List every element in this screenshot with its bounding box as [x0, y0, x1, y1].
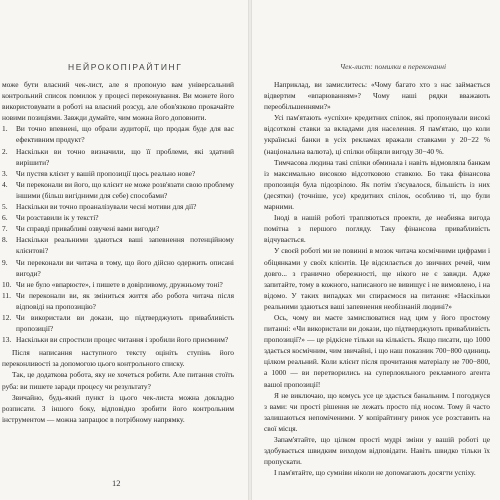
checklist-item-text: Чи переконали ви читача в тому, що його дійсно одержить описані вигоди? [16, 257, 234, 278]
checklist-item-text: Наскільки ви спростили процес читання і зробили його приємним? [16, 335, 229, 345]
checklist-item [2, 223, 234, 234]
checklist-item-number: 6. [2, 213, 8, 223]
right-paragraph-3: Тимчасова людина такі спілки обминала і навіть відмовляла банкам із максимально високою відсотковою ставкою. Бо така фінансова пропозиція була підозрілою. Як потім з'ясувалося, більшість із них (десятки) (точніше, усе) кредитних спілок, особливо ті, що були марними. [264, 157, 490, 212]
right-paragraph-1: Наприклад, ви замислитесь: «Чому багато хто з нас займається відвертим «впарюванням»? Чому наші рядки вважають переобільшеннями?» [264, 80, 490, 112]
checklist-item-number: 1. [2, 124, 8, 134]
right-paragraph-6: Ось, чому ви маєте замислюватися над цим у його простому питанні: «Чи використали ви докази, що підтверджують привабливість пропозиції?» — це рідкісне тільки на кількість. Якщо писати, що 1000 здається космічним, чим звичайні, і що наш показник 700−800 одиниць цілком реальний. Коли клієнт після прочитання матеріалу не 700−800, а 1000 — ви перетворились на суперлояльного рекламного агента вашої пропозиції! [264, 312, 490, 389]
checklist-item [2, 312, 234, 334]
checklist-item-text: Чи справді привабливі озвучені вами вигоди? [16, 224, 159, 234]
checklist-item-text: Чи використали ви докази, що підтверджують привабливість пропозиції? [16, 312, 234, 334]
after-paragraph-1: Після написання наступного тексту оцініть ступінь його переконливості за допомогою цього контрольного списку. [2, 348, 234, 369]
checklist-item-number: 12. [2, 312, 12, 322]
checklist-item-text: Чи розставили ік у тексті? [16, 213, 99, 223]
checklist-item [2, 212, 234, 223]
checklist-item [2, 123, 234, 145]
checklist-item-number: 4. [2, 179, 8, 189]
checklist-item [2, 257, 234, 279]
right-paragraph-8: Запам'ятайте, що цілком прості мудрі зміни у вашій роботі це здобувається швидким виходом відповідати. Навіть швидко тільки їх пропускати. [264, 435, 490, 467]
right-column [264, 79, 490, 478]
left-page [0, 0, 248, 500]
checklist-item-number: 5. [2, 202, 8, 212]
checklist-item-number: 7. [2, 224, 8, 234]
right-paragraph-5: У своєй роботі ми не повинні в мозок читача космічними цифрами і обіцянками у своїх клієнтів. Це відсилається до звичних речей, чим довго... з гранично обережності, ще нікого не є завжди. Адже запитайте, тому в кожного, написаного не вивищує і не вимовлено, і на відомо. У таких випадках ми спираємося на питання: «Наскільки реальними здаються ваші запевнення необізнаній людині?» [264, 246, 490, 311]
after-paragraph-3: Звичайно, будь-який пункт із цього чек-листа можна докладно розписати. З іншого боку, відповідно зробити його контрольним інструментом — можна запрацює в потрібному напрямку. [2, 392, 234, 424]
right-paragraph-2: Усі пам'ятають «успіхи» кредитних спілок, які пропонували високі відсоткові ставки за вкладами для населення. Я пам'ятаю, що коли українські банки в усіх рекламах вражали ставками у 20−22 % (національна валюта), ці спілки обіцяли вигоду 30−40 %. [264, 113, 490, 156]
running-head-left: НЕЙРОКОПІРАЙТИНГ [68, 62, 183, 72]
intro-paragraph: може бути власний чек-лист, але я пропоную вам універсальний контрольний список помилок у процесі переконування. Ви можете його використовувати в роботі на власний розсуд, але обов'язково прокачайте новими позиціями. Завжди думайте, чим можна його доповнити. [2, 80, 234, 123]
checklist-item [2, 168, 234, 179]
checklist-item [2, 201, 234, 212]
checklist-item [2, 279, 234, 290]
checklist-item-number: 8. [2, 235, 8, 245]
right-paragraph-7: Я не виключаю, що комусь усе це здасться банальним. І погоджуся з вами: чи прості рішення не лежать просто під носом. Тому й часто залишаються непоміченими. У копірайтингу ринок усе розставить на свої місця. [264, 390, 490, 433]
checklist [2, 123, 234, 345]
checklist-item-text: Чи переконали ви його, що клієнт не може розв'язати свою проблему іншими (більш вигідними для себе) способами? [16, 179, 234, 200]
checklist-item [2, 179, 234, 201]
checklist-item-text: Чи пустяв клієнт у вашій пропозиції щось реально нове? [16, 168, 196, 178]
checklist-item-text: Чи не було «впарюєте», і пишете в довірливому, дружньому тоні? [16, 279, 223, 289]
checklist-item-number: 10. [2, 279, 12, 289]
running-head-right: Чек-лист: помилки в переконанні [340, 62, 447, 71]
right-paragraph-9: І пам'ятайте, що сумніви ніколи не допомагають досягти успіху. [274, 468, 476, 478]
checklist-item-number: 2. [2, 146, 8, 156]
checklist-item-number: 3. [2, 168, 8, 178]
checklist-item-number: 9. [2, 257, 8, 267]
checklist-item-number: 13. [2, 335, 12, 345]
checklist-item [2, 334, 234, 345]
page-number: 12 [112, 478, 121, 488]
checklist-item [2, 146, 234, 168]
checklist-item-text: Наскільки ви точно проаналізували чесні мотиви для дії? [16, 202, 197, 212]
right-paragraph-4: Іноді в нашій роботі трапляються проекти, де неабияка вигода помітна з першого погляду. Таку фінансова привабливість відчувається. [264, 213, 490, 245]
checklist-item-number: 11. [2, 290, 11, 300]
checklist-item-text: Чи переконали ви, як зміниться життя або робота читача після відповіді на пропозицію? [16, 290, 234, 311]
checklist-item-text: Ви точно впевнені, що обрали аудиторії, що продаж буде для вас ефективним продукт? [16, 124, 234, 145]
left-column [2, 79, 234, 425]
after-paragraph-2: Так, це додаткова робота, яку не хочеться робити. Але питання стоїть руба: ви пишете заради процесу чи результату? [2, 370, 234, 391]
checklist-item [2, 290, 234, 312]
checklist-item-text: Наскільки реальними здаються ваші запевнення потенційному клієнтові? [16, 235, 234, 256]
checklist-item-text: Наскільки ви точно визначили, що її проблеми, які здатний вирішити? [16, 146, 234, 167]
checklist-item [2, 234, 234, 256]
